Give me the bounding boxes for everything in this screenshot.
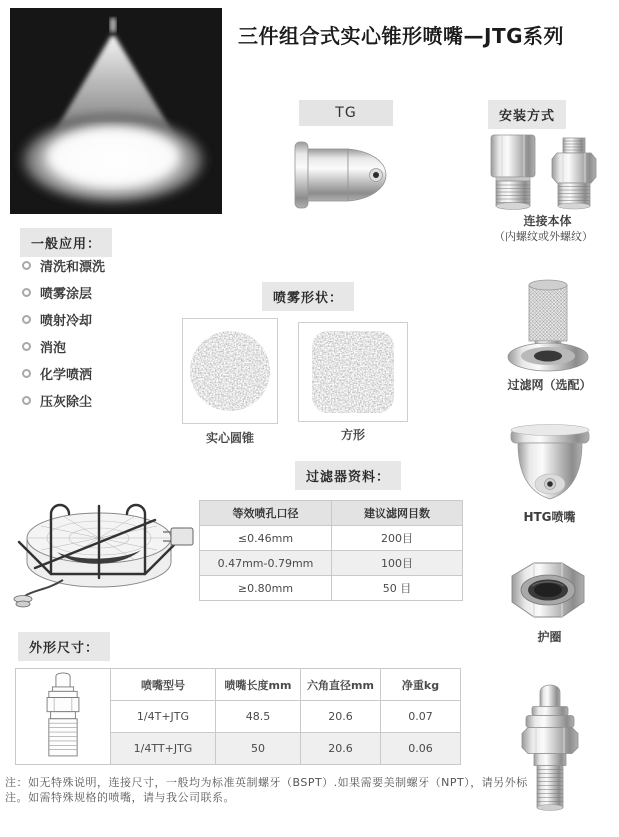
footnote-line2: 注。如需特殊规格的喷嘴，请与我公司联系。 — [5, 791, 235, 804]
application-item — [22, 283, 192, 301]
assembled-nozzle-image — [514, 674, 586, 833]
dim-col-header: 喷嘴型号 — [111, 669, 216, 701]
filter-mesh-caption: 过滤网（选配） — [507, 378, 592, 392]
dimensions-table — [15, 668, 461, 765]
application-item — [22, 364, 192, 382]
tank-strainer-drawing — [5, 478, 195, 624]
install-caption-line2: （内螺纹或外螺纹） — [494, 230, 593, 243]
application-item — [22, 310, 192, 328]
application-label: 消泡 — [40, 340, 67, 356]
ring-bullet-icon — [22, 369, 31, 378]
filter-info-heading: 过滤器资料： — [295, 461, 401, 490]
spray-cone-photo-art — [10, 8, 222, 214]
orifice-size-cell: ≥0.80mm — [200, 576, 332, 601]
orifice-size-cell: 0.47mm-0.79mm — [200, 551, 332, 576]
ring-bullet-icon — [22, 396, 31, 405]
model-cell: 1/4T+JTG — [111, 701, 216, 733]
ring-bullet-icon — [22, 288, 31, 297]
female-fitting-image — [486, 132, 540, 214]
application-label: 喷雾涂层 — [40, 286, 93, 302]
filter-mesh-image — [505, 276, 591, 378]
retaining-ring-image — [500, 556, 595, 630]
mesh-count-cell: 100目 — [332, 551, 463, 576]
install-caption-line1: 连接本体 — [523, 214, 572, 228]
applications-heading: 一般应用： — [20, 228, 112, 257]
application-label: 化学喷洒 — [40, 367, 93, 383]
filter-col-header: 建议滤网目数 — [332, 501, 463, 526]
square-spray-image — [298, 322, 408, 422]
model-cell: 1/4TT+JTG — [111, 733, 216, 765]
application-item — [22, 256, 192, 274]
application-label: 压灰除尘 — [40, 394, 93, 410]
weight-cell: 0.07 — [381, 701, 461, 733]
ring-bullet-icon — [22, 261, 31, 270]
table-row — [200, 576, 463, 601]
spray-shapes-heading: 喷雾形状： — [262, 282, 354, 311]
filter-col-header: 等效喷孔口径 — [200, 501, 332, 526]
table-header-row — [200, 501, 463, 526]
orifice-size-cell: ≤0.46mm — [200, 526, 332, 551]
htg-nozzle-caption: HTG喷嘴 — [523, 510, 576, 524]
application-label: 清洗和漂洗 — [40, 259, 106, 275]
tg-label: TG — [299, 100, 393, 126]
spray-photo — [10, 8, 222, 214]
ring-bullet-icon — [22, 342, 31, 351]
hex-diameter-cell: 20.6 — [301, 733, 381, 765]
application-item — [22, 391, 192, 409]
hex-diameter-cell: 20.6 — [301, 701, 381, 733]
table-header-row — [16, 669, 461, 701]
mesh-count-cell: 50 目 — [332, 576, 463, 601]
male-fitting-image — [549, 136, 599, 214]
dim-col-header: 喷嘴长度mm — [216, 669, 301, 701]
install-heading: 安装方式 — [488, 100, 566, 129]
table-row — [200, 526, 463, 551]
dim-col-header: 六角直径mm — [301, 669, 381, 701]
footnote — [5, 775, 565, 805]
application-label: 喷射冷却 — [40, 313, 93, 329]
htg-nozzle-image — [505, 418, 595, 510]
footnote-line1: 注：如无特殊说明，连接尺寸，一般均为标准英制螺牙（BSPT）.如果需要美制螺牙（NPT），请另外标 — [5, 776, 528, 789]
retaining-ring-caption: 护圈 — [537, 630, 562, 644]
dim-col-header: 净重kg — [381, 669, 461, 701]
square-caption: 方形 — [340, 428, 365, 442]
length-cell: 50 — [216, 733, 301, 765]
nozzle-dimension-drawing — [16, 669, 111, 765]
table-row — [200, 551, 463, 576]
solid-cone-spray-image — [182, 318, 278, 424]
mesh-count-cell: 200目 — [332, 526, 463, 551]
ring-bullet-icon — [22, 315, 31, 324]
page-title: 三件组合式实心锥形喷嘴—JTG系列 — [238, 24, 564, 48]
filter-table — [199, 500, 463, 601]
length-cell: 48.5 — [216, 701, 301, 733]
solid-cone-caption: 实心圆锥 — [205, 431, 254, 445]
application-item — [22, 337, 192, 355]
tg-nozzle-image — [292, 138, 392, 217]
weight-cell: 0.06 — [381, 733, 461, 765]
dimensions-heading: 外形尺寸： — [18, 632, 110, 661]
